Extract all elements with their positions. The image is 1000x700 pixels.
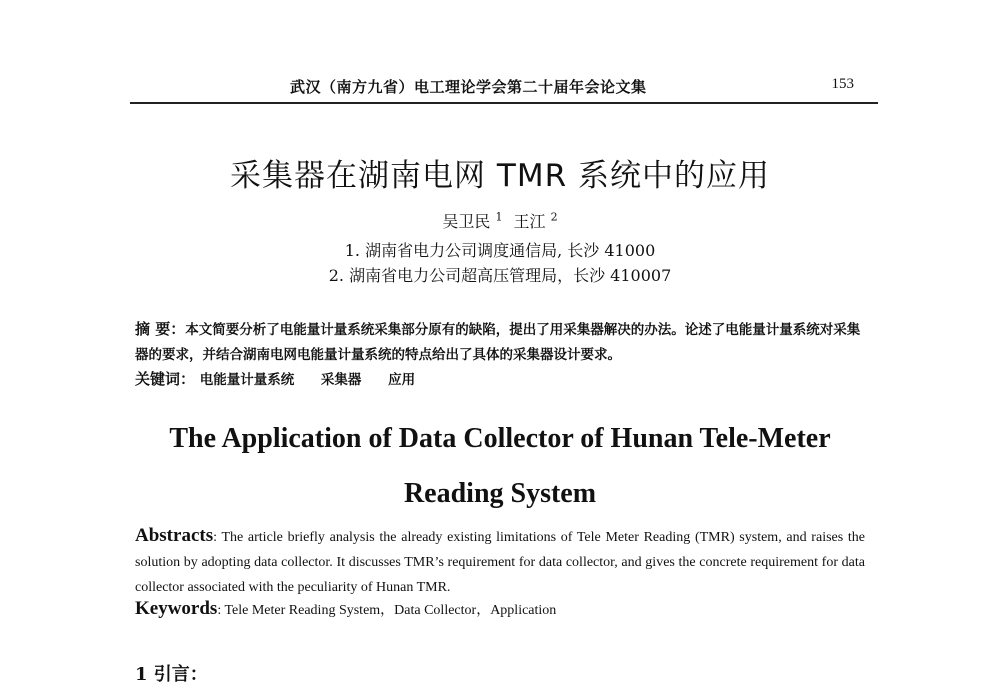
author-affil-mark: 2 (550, 210, 558, 224)
author-affil-mark: 1 (495, 210, 503, 224)
keyword-cn: 电能量计量系统 (199, 372, 295, 388)
affiliation-1: 1. 湖南省电力公司调度通信局, 长沙 41000 (344, 241, 656, 260)
paper-title-cn: 采集器在湖南电网 TMR 系统中的应用 (230, 158, 770, 194)
keywords-cn (135, 368, 437, 389)
abstract-en-separator: : (213, 530, 222, 545)
keywords-en (135, 598, 556, 620)
running-title: 武汉（南方九省）电工理论学会第二十届年会论文集 (290, 78, 647, 96)
abstract-en-text: The article briefly analysis the already existing limitations of Tele Meter Reading (TMR) system, and raises the solution by adopting data collector. It discusses TMR’s requirement for data collector, and gives the concrete requirement for data collector associated with the peculiarity of Hunan TMR. (135, 530, 865, 595)
affiliation-2: 2. 湖南省电力公司超高压管理局，长沙 410007 (328, 266, 672, 285)
abstract-en (135, 523, 865, 600)
abstract-en-label: Abstracts (135, 525, 214, 546)
abstract-cn (135, 317, 870, 368)
abstract-cn-text: 本文简要分析了电能量计量系统采集部分原有的缺陷，提出了用采集器解决的办法。论述了电能量计量系统对采集器的要求，并结合湖南电网电能量计量系统的特点给出了具体的采集器设计要求。 (135, 322, 861, 363)
paper-title-en-line1: The Application of Data Collector of Hunan Tele-Meter (169, 423, 831, 454)
keywords-cn-label: 关键词： (135, 370, 196, 388)
keyword-cn: 应用 (388, 372, 416, 388)
keyword-cn: 采集器 (320, 372, 362, 388)
page-number: 153 (831, 76, 854, 92)
author-name: 吴卫民 (442, 212, 491, 231)
keywords-en-label: Keywords (135, 598, 218, 619)
abstract-cn-label: 摘 要： (135, 320, 186, 338)
section-1-heading: 1 引言： (135, 664, 208, 685)
keywords-en-text: : Tele Meter Reading System，Data Collector，Application (217, 603, 557, 618)
running-header (130, 72, 878, 104)
paper-title-en-line2: Reading System (403, 478, 597, 509)
authors (0, 209, 1000, 232)
author-name: 王江 (513, 212, 546, 231)
